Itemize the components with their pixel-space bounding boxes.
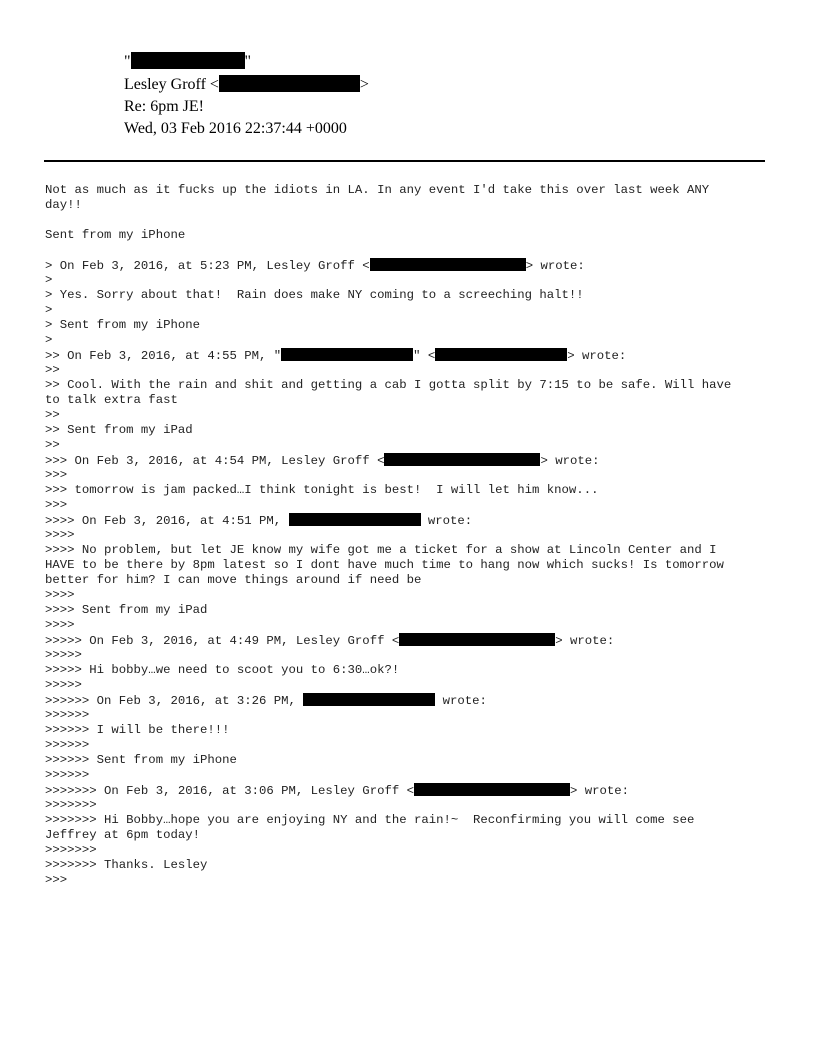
line-text: >> On Feb 3, 2016, at 4:55 PM, " <box>45 349 282 363</box>
body-line <box>45 873 775 888</box>
redaction-box <box>281 348 413 361</box>
line-text: >>>> No problem, but let JE know my wife got me a ticket for a show at Lincoln Center and I <box>45 543 717 557</box>
body-line <box>45 423 775 438</box>
line-text: >>>>> <box>45 678 82 692</box>
body-line <box>45 738 775 753</box>
line-text: wrote: <box>435 694 487 708</box>
line-text: " < <box>413 349 436 363</box>
line-text: > wrote: <box>569 784 630 798</box>
line-text: > On Feb 3, 2016, at 5:23 PM, Lesley Groff < <box>45 259 370 273</box>
line-text: > wrote: <box>567 349 627 363</box>
body-line <box>45 828 775 843</box>
line-text: Jeffrey at 6pm today! <box>45 828 200 842</box>
body-line <box>45 783 775 798</box>
body-line <box>45 618 775 633</box>
line-text: >>>>>>> On Feb 3, 2016, at 3:06 PM, Lesley Groff < <box>45 784 414 798</box>
line-text: >> Sent from my iPad <box>45 423 193 437</box>
body-line <box>45 453 775 468</box>
line-text: > Yes. Sorry about that! Rain does make NY coming to a screeching halt!! <box>45 288 584 302</box>
line-text: > <box>45 303 53 317</box>
from-quote-open: " <box>124 53 131 70</box>
body-line <box>45 588 775 603</box>
body-line <box>45 513 775 528</box>
redaction-box <box>303 693 435 706</box>
body-line <box>45 498 775 513</box>
to-name: Lesley Groff < <box>124 76 219 93</box>
line-text: >>> tomorrow is jam packed…I think tonight is best! I will let him know... <box>45 483 599 497</box>
line-text: HAVE to be there by 8pm latest so I dont have much time to hang now which sucks! Is tomorrow <box>45 558 724 572</box>
line-text: >>>>>> <box>45 738 90 752</box>
body-line <box>45 273 775 288</box>
line-text: >> <box>45 363 60 377</box>
line-text: > <box>45 333 53 347</box>
body-line <box>45 288 775 303</box>
line-text: > Sent from my iPhone <box>45 318 200 332</box>
line-text: day!! <box>45 198 82 212</box>
body-line <box>45 393 775 408</box>
line-text: >>>>>> Sent from my iPhone <box>45 753 237 767</box>
line-text: >>>>>> <box>45 768 90 782</box>
redaction-box <box>131 52 245 69</box>
line-text: >>>>>>> <box>45 843 97 857</box>
body-line <box>45 258 775 273</box>
body-line <box>45 363 775 378</box>
body-line <box>45 468 775 483</box>
body-line <box>45 573 775 588</box>
line-text: >>>>> <box>45 648 82 662</box>
body-line <box>45 663 775 678</box>
body-line <box>45 333 775 348</box>
line-text: >>>>>>> Hi Bobby…hope you are enjoying NY and the rain!~ Reconfirming you will come see <box>45 813 695 827</box>
body-line <box>45 408 775 423</box>
body-line <box>45 348 775 363</box>
redaction-box <box>435 348 567 361</box>
line-text: >> Cool. With the rain and shit and getting a cab I gotta split by 7:15 to be safe. Will have <box>45 378 732 392</box>
line-text: >>>>> Hi bobby…we need to scoot you to 6:30…ok?! <box>45 663 400 677</box>
body-line <box>45 768 775 783</box>
from-value <box>124 52 251 72</box>
body-line <box>45 558 775 573</box>
body-line <box>45 858 775 873</box>
line-text: >>> <box>45 873 68 887</box>
line-text: >>>> <box>45 618 75 632</box>
body-line <box>45 843 775 858</box>
line-text: >>>> <box>45 588 75 602</box>
to-value <box>124 75 369 95</box>
line-text: >>>>>> I will be there!!! <box>45 723 230 737</box>
line-text: >>>> Sent from my iPad <box>45 603 208 617</box>
body-line <box>45 438 775 453</box>
body-line <box>45 183 775 198</box>
line-text: >> <box>45 438 60 452</box>
line-text: better for him? I can move things around if need be <box>45 573 422 587</box>
line-text: wrote: <box>420 514 473 528</box>
body-line <box>45 378 775 393</box>
body-line <box>45 798 775 813</box>
header-divider <box>44 160 765 162</box>
redaction-box <box>289 513 421 526</box>
line-text: >>>>>> On Feb 3, 2016, at 3:26 PM, <box>45 694 304 708</box>
body-line <box>45 753 775 768</box>
body-line <box>45 243 775 258</box>
redaction-box <box>399 633 555 646</box>
body-line <box>45 708 775 723</box>
body-line <box>45 483 775 498</box>
body-line <box>45 198 775 213</box>
line-text: >>>>>> <box>45 708 90 722</box>
body-line <box>45 813 775 828</box>
line-text: > wrote: <box>525 259 585 273</box>
body-line <box>45 318 775 333</box>
line-text: >>> <box>45 468 68 482</box>
line-text: > wrote: <box>555 634 615 648</box>
line-text: >>>> <box>45 528 75 542</box>
date-value: Wed, 03 Feb 2016 22:37:44 +0000 <box>124 120 347 137</box>
subject-value: Re: 6pm JE! <box>124 98 204 115</box>
body-line <box>45 678 775 693</box>
body-line <box>45 303 775 318</box>
line-text: >>> <box>45 498 68 512</box>
line-text: >>>>> On Feb 3, 2016, at 4:49 PM, Lesley Groff < <box>45 634 400 648</box>
line-text: > <box>45 273 53 287</box>
line-text: >>>>>>> Thanks. Lesley <box>45 858 208 872</box>
line-text: >>> On Feb 3, 2016, at 4:54 PM, Lesley Groff < <box>45 454 385 468</box>
to-bracket-close: > <box>359 76 369 93</box>
line-text: to talk extra fast <box>45 393 178 407</box>
body-line <box>45 543 775 558</box>
from-quote-close: " <box>244 53 252 70</box>
body-line <box>45 723 775 738</box>
line-text: >>>>>>> <box>45 798 97 812</box>
line-text: Sent from my iPhone <box>45 228 186 242</box>
line-text: Not as much as it fucks up the idiots in LA. In any event I'd take this over last week ANY <box>45 183 710 197</box>
redaction-box <box>370 258 526 271</box>
body-line <box>45 528 775 543</box>
email-body <box>45 183 775 888</box>
body-line <box>45 648 775 663</box>
redaction-box <box>384 453 540 466</box>
line-text: >>>> On Feb 3, 2016, at 4:51 PM, <box>45 514 289 528</box>
body-line <box>45 213 775 228</box>
line-text: > wrote: <box>540 454 600 468</box>
redaction-box <box>414 783 570 796</box>
body-line <box>45 693 775 708</box>
line-text: >> <box>45 408 60 422</box>
body-line <box>45 633 775 648</box>
body-line <box>45 603 775 618</box>
body-line <box>45 228 775 243</box>
redaction-box <box>219 75 360 92</box>
